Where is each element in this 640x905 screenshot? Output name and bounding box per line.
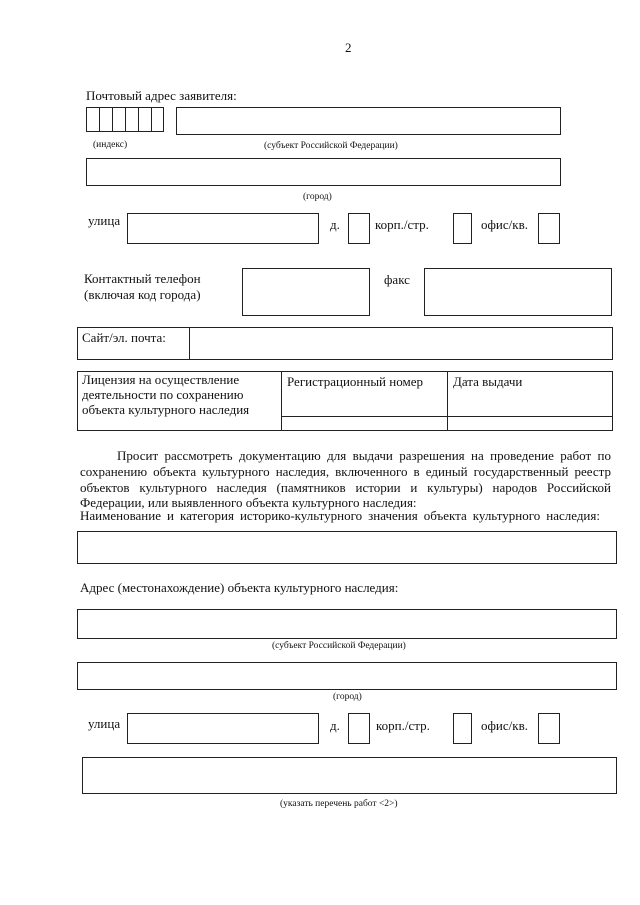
- request-line-3: объектов культурного наследия (памятников истории и культуры) народов Российской: [80, 480, 611, 495]
- postal-building-label: корп./стр.: [375, 217, 429, 232]
- license-issue-date-header: Дата выдачи: [453, 374, 523, 389]
- postal-index-label: (индекс): [93, 140, 128, 150]
- postal-office-input[interactable]: [538, 213, 560, 244]
- site-email-input[interactable]: [189, 328, 612, 359]
- site-email-label: Сайт/эл. почта:: [82, 330, 166, 345]
- object-building-label: корп./стр.: [376, 718, 430, 733]
- postal-city-input[interactable]: [86, 158, 561, 186]
- license-reg-number-header: Регистрационный номер: [287, 374, 423, 389]
- postal-address-title: Почтовый адрес заявителя:: [86, 88, 237, 103]
- license-label-line2: деятельности по сохранению: [82, 387, 244, 402]
- object-building-input[interactable]: [453, 713, 472, 744]
- object-house-label: д.: [330, 718, 340, 733]
- postal-office-label: офис/кв.: [481, 217, 528, 232]
- postal-subject-label: (субъект Российской Федерации): [264, 141, 398, 151]
- object-office-label: офис/кв.: [481, 718, 528, 733]
- object-house-input[interactable]: [348, 713, 370, 744]
- postal-city-label: (город): [303, 192, 332, 202]
- fax-label: факс: [384, 272, 410, 287]
- object-office-input[interactable]: [538, 713, 560, 744]
- phone-input[interactable]: [242, 268, 370, 316]
- postal-street-input[interactable]: [127, 213, 319, 244]
- page-number: 2: [345, 40, 352, 55]
- request-line-5: Наименование и категория историко-культурного значения объекта культурного наследия:: [80, 508, 600, 523]
- license-issue-date-input[interactable]: [447, 416, 612, 430]
- request-line-2: сохранению объекта культурного наследия, включенного в единый государственный реестр: [80, 464, 611, 479]
- object-street-label: улица: [88, 716, 121, 731]
- object-name-input[interactable]: [77, 531, 617, 564]
- postal-house-label: д.: [330, 217, 340, 232]
- phone-label-line2: (включая код города): [84, 287, 201, 302]
- object-city-label: (город): [333, 692, 362, 702]
- object-subject-label: (субъект Российской Федерации): [272, 641, 406, 651]
- postal-building-input[interactable]: [453, 213, 472, 244]
- request-line-4: Федерации, или выявленного объекта культурного наследия:: [80, 495, 417, 510]
- postal-index-input[interactable]: [86, 107, 164, 132]
- license-label-line1: Лицензия на осуществление: [82, 372, 240, 387]
- request-line-1: Просит рассмотреть документацию для выдачи разрешения на проведение работ по: [117, 448, 611, 463]
- postal-street-label: улица: [88, 213, 121, 228]
- object-city-input[interactable]: [77, 662, 617, 690]
- object-address-title: Адрес (местонахождение) объекта культурного наследия:: [80, 580, 399, 595]
- phone-label-line1: Контактный телефон: [84, 271, 201, 286]
- works-list-input[interactable]: [82, 757, 617, 794]
- fax-input[interactable]: [424, 268, 612, 316]
- object-street-input[interactable]: [127, 713, 319, 744]
- postal-subject-input[interactable]: [176, 107, 561, 135]
- license-reg-number-input[interactable]: [281, 416, 447, 430]
- works-list-label: (указать перечень работ <2>): [280, 799, 398, 809]
- object-subject-input[interactable]: [77, 609, 617, 639]
- postal-house-input[interactable]: [348, 213, 370, 244]
- license-label-line3: объекта культурного наследия: [82, 402, 250, 417]
